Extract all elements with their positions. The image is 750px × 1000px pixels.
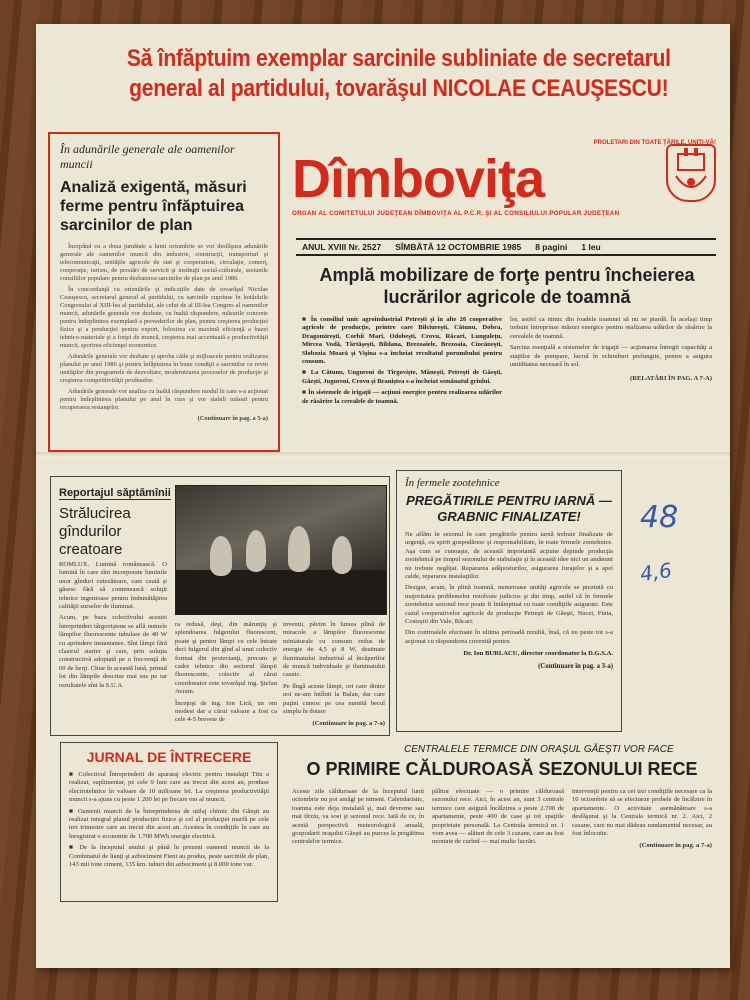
weekly-report-paragraph: Pe lîngă aceste lămpi, ori care dintre noi ne-am întîlnit la Balan, dar care puţini cunosc pe cea numită becul simplu în dotare (283, 682, 385, 716)
front-headline (82, 44, 716, 104)
paper-fold-crease (36, 452, 730, 458)
weekly-report-paragraph: inventii, păvim în lumea plină de miracole a lămpilor fluorescente miniaturale cu consum redus de energie de 4,5 şi 8 W, destinate iluminatului industrial al încăperilor de muncă individuale şi iluminatului casnic. (283, 621, 385, 679)
issue-pages: 8 pagini (535, 242, 568, 252)
main-article-paragraph: ■ La Cătunu, Ungureni de Tîrgovişte, Măneşti, Petreşti de Găeşti, Găeşti, Jugureni, Crovu şi Braniştea s-a încheiat semănatul griului. (302, 369, 502, 385)
main-article-column-1 (302, 316, 502, 406)
masthead (292, 140, 716, 230)
thermal-article-continued: (Continuare în pag. a 7-a) (639, 842, 712, 850)
jurnal-de-intrecere-box (60, 742, 278, 902)
thermal-article-kicker: CENTRALELE TERMICE DIN ORAŞUL GĂEŞTI VOR FACE (404, 744, 674, 755)
handwritten-number-note: 48 (640, 500, 679, 535)
weekly-report-paragraph: Înceţoşi de ing. Ion Lică, un om modest dar a cărui valoare a fost ca cele 4-5 brevete de (175, 699, 277, 724)
farm-article-paragraph: Desigur, acum, în plină toamnă, numeroase unităţi agricole se prezintă cu majoritatea problemelor rezolvate judicios şi din timp, astfel că în fermele zootehnice sezonul rece poate fi întâmpinat cu toate condiţiile asigurate. Este cazul cooperativelor agricole de producţie Petreşti de Găeşti, Nucet, Finta, Costeştii din Vale, Răcari. (405, 584, 613, 626)
left-article-kicker: În adunările generale ale oamenilor muncii (60, 142, 235, 171)
left-article-paragraph: În concordanţă cu orientările şi indicaţiile date de tovarăşul Nicolae Ceauşescu, secretarul general al partidului, cu sarcinile cuprinse în hotărârile Congresului al XIII-lea al partidului, ale celui de al III-lea Congres al oamenilor muncii, adunările generale vor dezbate, cu înaltă răspundere, măsurile concrete pentru îndeplinirea exemplară a prevederilor de plan, pentru creşterea producţiei fizice şi a producţiei pentru export, folosirea cu maximă eficienţă a bazei tehnico-materiale şi a forţei de muncă, creşterea mai accentuată a productivităţii muncii, sporirea eficienţei economice. (60, 286, 268, 349)
jurnal-title: JURNAL DE ÎNTRECERE (86, 749, 252, 765)
thermal-article-column: Aceste zile călduroase de la începutul lunii octombrie nu pot amăgi pe nimeni. Calendaristic, toamna este deja instalată şi, mai devreme sau mai tîrziu, va sosi şi sezonul rece. Iată de ce, în acestă perspectivă meteorologică anuală, gospodarii oraşului Găeşti au purces la pregătirea centralelor termice. (292, 788, 424, 846)
headline-line-2: general al partidului, tovarăşul NICOLAE CEAUŞESCU! (129, 75, 669, 102)
weekly-report-label: Reportajul săptămînii (59, 487, 171, 499)
main-article-paragraph: ■ În consiliul unic agroindustrial Petreşti şi în alte 26 cooperative agricole de producţie, printre care Bilciureşti, Cătunu, Dobra, Dragomireşti, Corbii Mari, Odobeşti, Crovu, Răcari, Lungulețu, Mircea Vodă, Tărtăşeşti, Bildana, Brezoaiele, Brezoaia, Ciocăneşti, Slobozia Moară şi Vişina s-a încheiat recoltatul porumbului pentru consum. (302, 316, 502, 366)
main-article-paragraph: ■ În sistemele de irigaţii — acţiuni energice pentru realizarea udărilor de răsărire la cerealele de toamnă. (302, 389, 502, 405)
livestock-farm-article-box (396, 470, 622, 732)
weekly-report-paragraph: ROMLUX. Lumină românească. O lumină în care sînt incorporate luminile unor gînduri cutezătoare, care caută şi găsesc fără să contenească soluţii tehnice ingenioase pentru îmbunătăţirea calităţii surselor de iluminat. (59, 561, 167, 611)
left-article-paragraph: Adunările generale vor dezbate şi aproba căile şi mijloacele pentru realizarea planului pe anul 1986 şi pentru înfăptuirea în bune condiţii a sarcinilor ce revin unităţilor din programele de dezvoltare, modernizarea proceselor de producţie şi creşterea competitivităţii produselor. (60, 353, 268, 384)
weekly-report-column-3 (283, 621, 385, 729)
left-article-paragraph: Adunările generale vor analiza cu înaltă răspundere modul în care s-a acţionat pentru îndeplinirea planului pe anul în curs şi vor stabili măsuri pentru recuperarea restanţelor. (60, 388, 268, 411)
factory-workers-photo (175, 485, 387, 615)
farm-article-paragraph: Ne aflăm în sezonul în care pregătirile pentru iarnă trebuie finalizate de urgenţă, cu spirit gospodăresc şi responsabilitate, în toate fermele zootehnice. Aşa cum se cunoaşte, de această importantă acţiune depinde producţia zootehnică pe timpul sezonului de stabulaţie şi în această idee nici un amănunt nu trebuie neglijat. Repararea adăposturilor, asigurarea furajelor şi a apei calde, repararea instalaţiilor. (405, 531, 613, 581)
masthead-subtitle: ORGAN AL COMITETULUI JUDEŢEAN DÎMBOVIŢA AL P.C.R. ŞI AL CONSILIULUI POPULAR JUDEŢEAN (292, 210, 620, 217)
farm-article-signature: Dr. Ion BURLACU, director coordonator la D.G.S.A. (463, 650, 613, 658)
weekly-report-column-1 (59, 561, 167, 690)
issue-date: SÎMBĂTĂ 12 OCTOMBRIE 1985 (395, 242, 522, 252)
weekly-report-box (50, 476, 390, 736)
thermal-article-title: O PRIMIRE CĂLDUROASĂ SEZONULUI RECE (306, 759, 698, 779)
masthead-logo-text: Dîmboviţa (292, 149, 545, 209)
main-article-title: Amplă mobilizare de forţe pentru încheierea lucrărilor agricole de toamnă (319, 265, 695, 307)
left-article-title: Analiză exigentă, măsuri ferme pentru înfăptuirea sarcinilor de plan (60, 179, 247, 234)
main-article-column-2 (510, 316, 712, 406)
main-article-paragraph: lor, astfel ca nimic din roadele toamnei să nu se piardă. În acelaşi timp trebuie întreprinse măsuri energice pentru realizarea udărilor de răsărire la cerealele de toamnă. (510, 316, 712, 340)
weekly-report-column-2 (175, 621, 277, 725)
weekly-report-paragraph: Acum, pe baza colectivului acestei întreprinderi târgoviştene se află numele lămpilor fluorescente tubulare de 40 W cu aprindere instantanee. Sînt lămpi fără clasicul starter şi care, prin soluţia constructivă adoptată pe o frecvenţă de 60 de herţi. Chiar în această lună, primul lot din lămpile descrise mai sus pe iar rezultatele sînt la S.U.A. (59, 614, 167, 689)
farm-article-title: PREGĂTIRILE PENTRU IARNĂ — GRABNIC FINALIZATE! (406, 493, 612, 524)
farm-article-kicker: În fermele zootehnice (405, 477, 500, 489)
left-article-box (48, 132, 280, 452)
issue-price: 1 leu (581, 242, 601, 252)
thermal-article-columns (292, 788, 712, 851)
county-coat-of-arms-icon (666, 144, 716, 202)
main-article-columns (302, 316, 712, 406)
farm-article-body (405, 531, 613, 646)
weekly-report-paragraph: ra redusă, deşi, din mărunţiş şi splendoarea fulgerului fluorescent, poate şi pentru lămpi cu cele întrate deci fulgerul din gînd al unui colectiv format din proiectanţi, precum şi cadre tehnice din sectorul lămpii fluorescente, colectiv al cărui coordonator este tovarăşul ing. Ştefan Avram. (175, 621, 277, 696)
issue-number: ANUL XVIII Nr. 2527 (302, 242, 382, 252)
jurnal-item: ■ Oamenii muncii de la Întreprinderea de utilaj chimic din Găeşti au realizat integral planul producţiei fizice şi cel al producţiei marfă pe cele trei trimestre care au trecut din acest an. Acestea în condiţiile în care au înregistrat o economie de 1.700 MWh energie electrică. (69, 807, 269, 840)
left-article-paragraph: Începând cu a doua jumătate a lunii octombrie se vor desfăşura adunările generale ale oamenilor muncii din industrie, construcţii, transporturi şi telecomunicaţii, unităţile agricole de stat şi cooperatiste, circulaţie, comerţ, cooperaţie, turism, de prestări de servicii şi instituţii social-culturale, sesiunile consiliilor populare pentru dezbaterea sarcinilor de plan pe anul 1986. (60, 243, 268, 282)
main-article-paragraph: Sarcina esenţială a sistemelor de irigaţii — acţionarea întregii capacităţi a staţiilor de pompare, lucrul în schimburi prelungite, pentru a asigura umiditatea necesară în sol. (510, 344, 712, 369)
headline-line-1: Să înfăptuim exemplar sarcinile subliniate de secretarul (126, 45, 671, 72)
farm-article-continued: (Continuare în pag. a 3-a) (538, 663, 613, 671)
weekly-report-title: Strălucirea gîndurilor creatoare (59, 505, 131, 558)
thermal-article-column: intervenţii pentru ca cei trei condiţiile necesare ca la 10 octombrie să se efectueze probele de încălzire în apartamente. O activitate asemănătoare s-a desfăşurat şi la Centrala termică nr. 2. Aici, 2 cazane, care nu mai dădeau randamentul necesar, au fost înlocuite. (Continuare în pag. a 7-a) (572, 788, 712, 850)
issue-info-bar (296, 238, 716, 256)
jurnal-items (69, 771, 269, 869)
left-article-body (60, 243, 268, 423)
weekly-report-continued: (Continuare în pag. a 7-a) (312, 720, 385, 728)
handwritten-number-note: 4,6 (638, 557, 674, 587)
jurnal-item: ■ Colectivul Întreprinderii de aparataj electric pentru instalaţii Titu a realizat, suplimentar, pe cele 9 luni care au trecut din acest an, produse electrotehnice în valoare de 10 milioane lei. La creşterea productivităţii muncii s-a ajuns cu peste 1 200 lei pe fiecare om al muncii. (69, 771, 269, 804)
masthead-motto: PROLETARI DIN TOATE ŢĂRILE, UNIŢI-VĂ! (593, 140, 716, 146)
farm-article-paragraph: Din controalele efectuate în ultima perioadă rezultă, însă, că nu peste tot s-a acţionat cu răspunderea cuvenită pentru (405, 629, 613, 645)
main-article-continued: (RELATĂRI ÎN PAG. A 7-A) (630, 375, 712, 383)
thermal-article-column: pălitor efectuate — o primire călduroasă sezonului rece. Aici, în acest an, sunt 3 centrale termice care asigură încălzirea a peste 2.700 de apartamente, peste 400 de case şi tot spaţiile proprietate personală. La Centrala termică nr. 1 vom avea — alături de cele 3 cazane, care au fost montate de curînd — mai multe lucrări. (432, 788, 564, 846)
left-article-continued: (Continuare în pag. a 5-a) (197, 415, 268, 422)
jurnal-item: ■ De la începutul anului şi până în prezent oamenii muncii de la Combinatul de lianţi şi azbociment Fieni au produs, peste sarcinile de plan, 143 mii tone ciment, 135 km. tuburi din azbociment şi 8.000 tone var. (69, 844, 269, 869)
coat-of-arms-icon (668, 146, 714, 200)
